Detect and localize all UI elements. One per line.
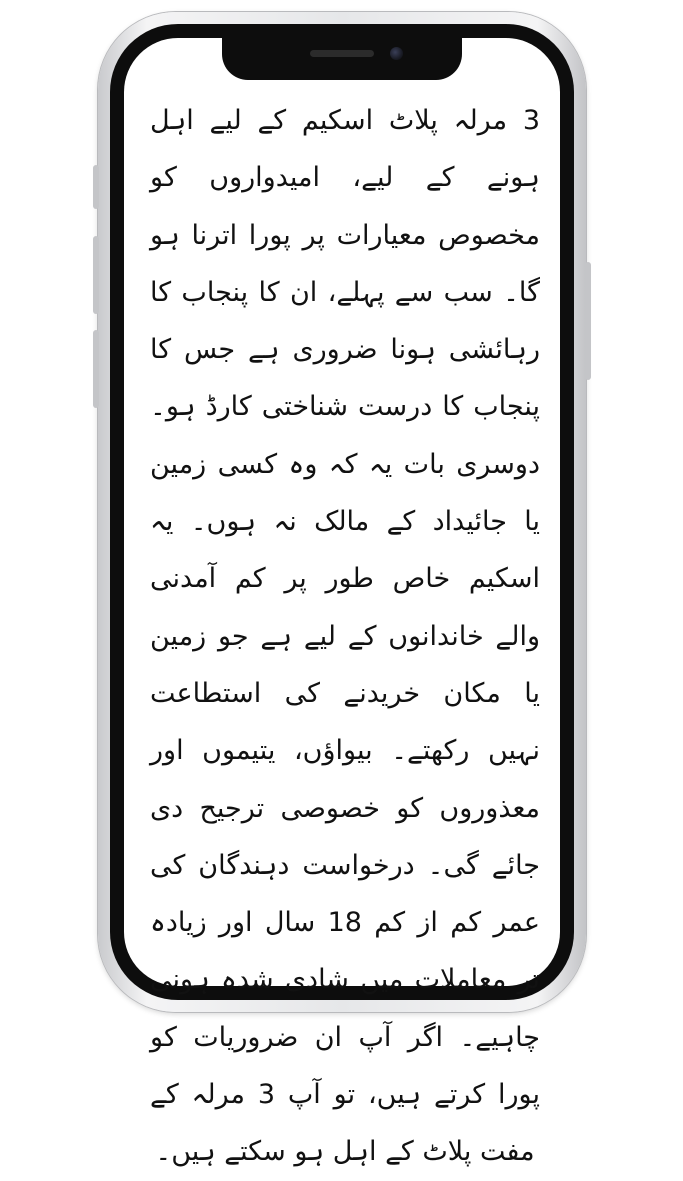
mute-switch bbox=[93, 165, 99, 209]
speaker-grille bbox=[310, 50, 374, 57]
volume-up-button bbox=[93, 236, 99, 314]
article-paragraph: 3 مرلہ پلاٹ اسکیم کے لیے اہل ہونے کے لیے، امیدواروں کو مخصوص معیارات پر پورا اترنا ہو گا۔ سب سے پہلے، ان کا پنجاب کا رہائشی ہونا ضروری ہے جس کا پنجاب کا درست شناختی کارڈ ہو۔ دوسری بات یہ کہ وہ کسی زمین یا جائیداد کے مالک نہ ہوں۔ یہ اسکیم خاص طور پر کم آمدنی والے خاندانوں کے لیے ہے جو زمین یا مکان خریدنے کی استطاعت نہیں رکھتے۔ بیواؤں، یتیموں اور معذوروں کو خصوصی ترجیح دی جائے گی۔ درخواست دہندگان کی عمر کم از کم 18 سال اور زیادہ تر معاملات میں شادی شدہ ہونی چاہیے۔ اگر آپ ان ضروریات کو پورا کرتے ہیں، تو آپ 3 مرلہ کے مفت پلاٹ کے اہل ہو سکتے ہیں۔ bbox=[150, 105, 541, 1168]
phone-notch bbox=[222, 38, 462, 80]
volume-down-button bbox=[93, 330, 99, 408]
power-button bbox=[585, 262, 591, 380]
front-camera-icon bbox=[390, 47, 403, 60]
